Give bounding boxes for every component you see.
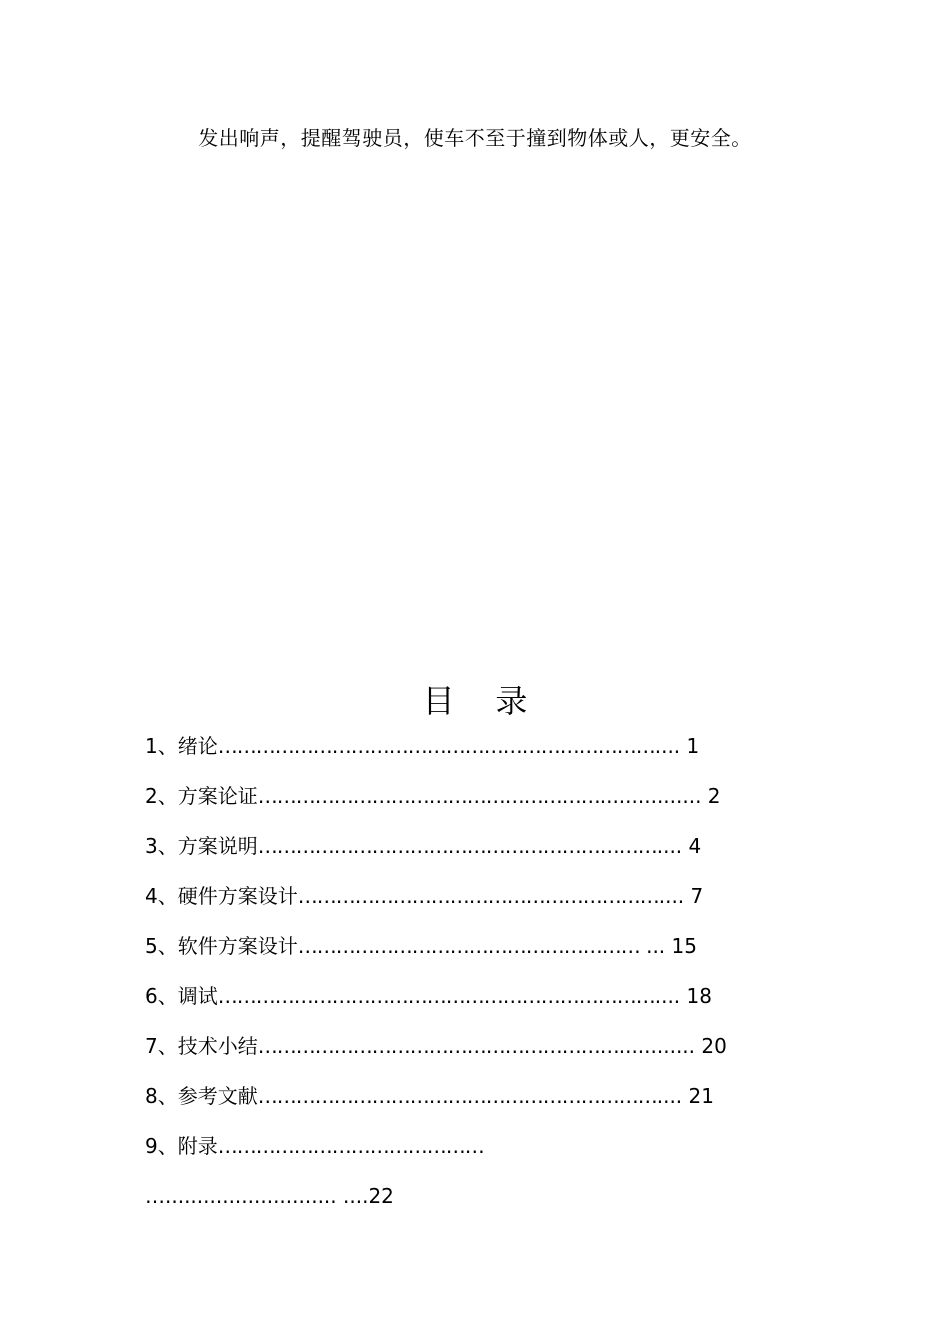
toc-entry-9-continuation: …........................... ....22: [145, 1184, 394, 1208]
toc-page-number: .... 21: [656, 1084, 714, 1108]
toc-entry-1[interactable]: [145, 728, 825, 778]
toc-leader-dots: ………………………………………………………: [257, 834, 657, 858]
toc-leader-dots: ……………………………………: [217, 1134, 484, 1158]
toc-entry-5[interactable]: [145, 928, 825, 978]
toc-page-number: .... 18: [654, 984, 712, 1008]
toc-title: 目 录: [422, 682, 528, 720]
toc-leader-dots: …………………………………………………: [297, 884, 659, 908]
toc-entry-label: 3、方案说明: [145, 834, 258, 858]
toc-entry-8[interactable]: [145, 1078, 825, 1128]
toc-page-number: .... 7: [658, 884, 704, 908]
toc-entry-label: 7、技术小结: [145, 1034, 258, 1058]
intro-paragraph: 发出响声，提醒驾驶员，使车不至于撞到物体或人，更安全。: [198, 126, 752, 150]
toc-leader-dots: ………………………………………………: [257, 784, 600, 808]
toc-entry-label: 1、绪论: [145, 734, 218, 758]
toc-leader-dots: …………………………………………………: [257, 1034, 619, 1058]
toc-leader-dots: ………………………………………………: [297, 934, 640, 958]
toc-entry-2[interactable]: [145, 778, 825, 828]
toc-entry-6[interactable]: [145, 978, 825, 1028]
toc-entry-label: 8、参考文献: [145, 1084, 258, 1108]
toc-page-number: ................ 2: [599, 784, 721, 808]
toc-entry-3[interactable]: [145, 828, 825, 878]
toc-entry-4[interactable]: [145, 878, 825, 928]
toc-entry-label: 2、方案论证: [145, 784, 258, 808]
toc-entry-label: 5、软件方案设计: [145, 934, 298, 958]
toc-entry-label: 6、调试: [145, 984, 218, 1008]
toc-entry-7[interactable]: [145, 1028, 825, 1078]
toc-page-number: ... 15: [639, 934, 697, 958]
toc-page-number: .... 1: [654, 734, 700, 758]
toc-leader-dots: ……………………………………………………………: [217, 734, 655, 758]
toc-page-number: ............ 20: [618, 1034, 727, 1058]
toc-leader-dots: ………………………………………………………: [257, 1084, 657, 1108]
toc-page-number: .... 4: [656, 834, 702, 858]
toc-leader-dots: ……………………………………………………………: [217, 984, 655, 1008]
toc-entry-label: 4、硬件方案设计: [145, 884, 298, 908]
table-of-contents: [145, 728, 825, 1214]
toc-entry-label: 9、附录: [145, 1134, 218, 1158]
toc-entry-9[interactable]: [145, 1128, 825, 1178]
